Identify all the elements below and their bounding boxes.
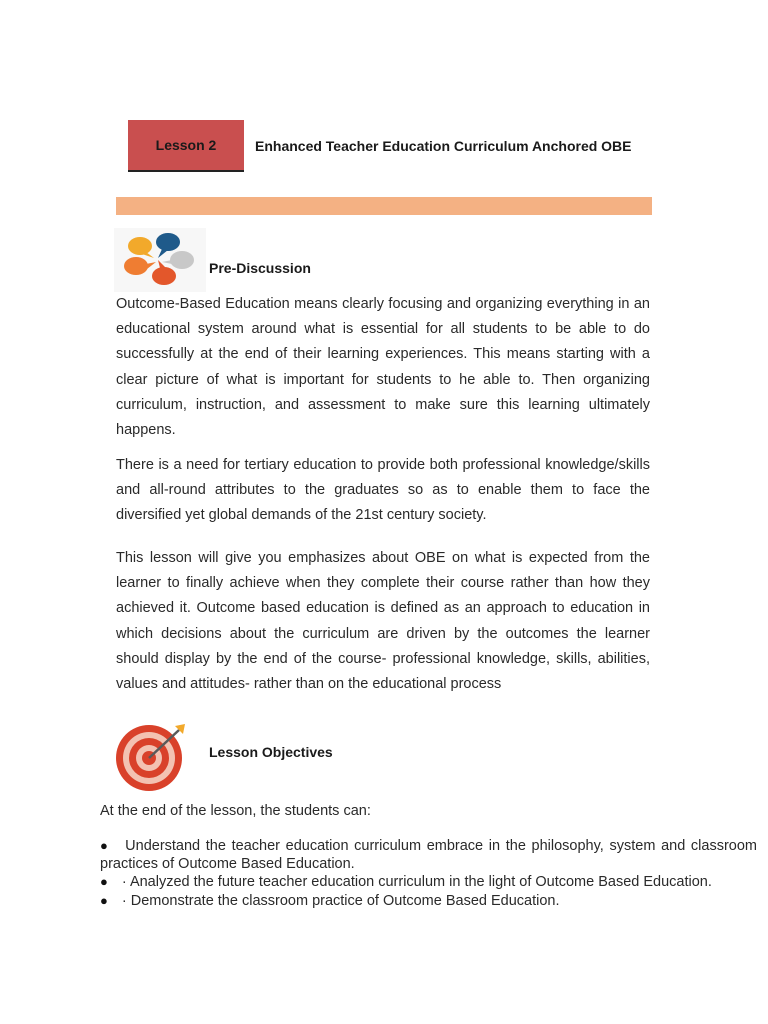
lesson-label: Lesson 2 (155, 137, 217, 153)
pre-discussion-heading: Pre-Discussion (209, 260, 311, 276)
list-item: ● Understand the teacher education curriculum embrace in the philosophy, system and classroom practices of Outcome Based Education. (100, 838, 757, 872)
lesson-title: Enhanced Teacher Education Curriculum Anchored OBE (255, 138, 632, 154)
list-item: ● · Analyzed the future teacher education curriculum in the light of Outcome Based Education. (100, 874, 712, 890)
lesson-objectives-heading: Lesson Objectives (209, 744, 333, 760)
lesson-number-box (128, 120, 244, 172)
bullet-icon: ● (100, 838, 110, 853)
bullet-icon: ● (100, 874, 108, 889)
list-item: ● · Demonstrate the classroom practice of Outcome Based Education. (100, 892, 560, 909)
paragraph-lesson-emphasis: This lesson will give you emphasizes about OBE on what is expected from the learner to finally achieve when they complete their course rather than how they achieved it. Outcome based education is defined as an approach to education in which decisions about the curriculum are driven by the outcomes the learner should display by the end of the course- professional knowledge, skills, abilities, values and attitudes- rather than on the educational process (116, 550, 650, 693)
objectives-intro: At the end of the lesson, the students can: (100, 803, 371, 819)
paragraph-obe-definition: Outcome-Based Education means clearly focusing and organizing everything in an educational system around what is essential for all students to be able to do successfully at the end of their learning experiences. This means starting with a clear picture of what is important for students to he able to. Then organizing curriculum, instruction, and assessment to make sure this learning ultimately happens. (116, 296, 650, 439)
objectives-list (100, 837, 757, 910)
accent-divider-bar (116, 197, 652, 215)
speech-bubbles-icon (114, 228, 206, 292)
paragraph-tertiary-education: There is a need for tertiary education to provide both professional knowledge/skills and all-round attributes to the graduates so as to enable them to face the diversified yet global demands of the 21st century society. (116, 457, 650, 524)
bullet-icon: ● (100, 892, 108, 908)
target-icon (113, 722, 189, 792)
